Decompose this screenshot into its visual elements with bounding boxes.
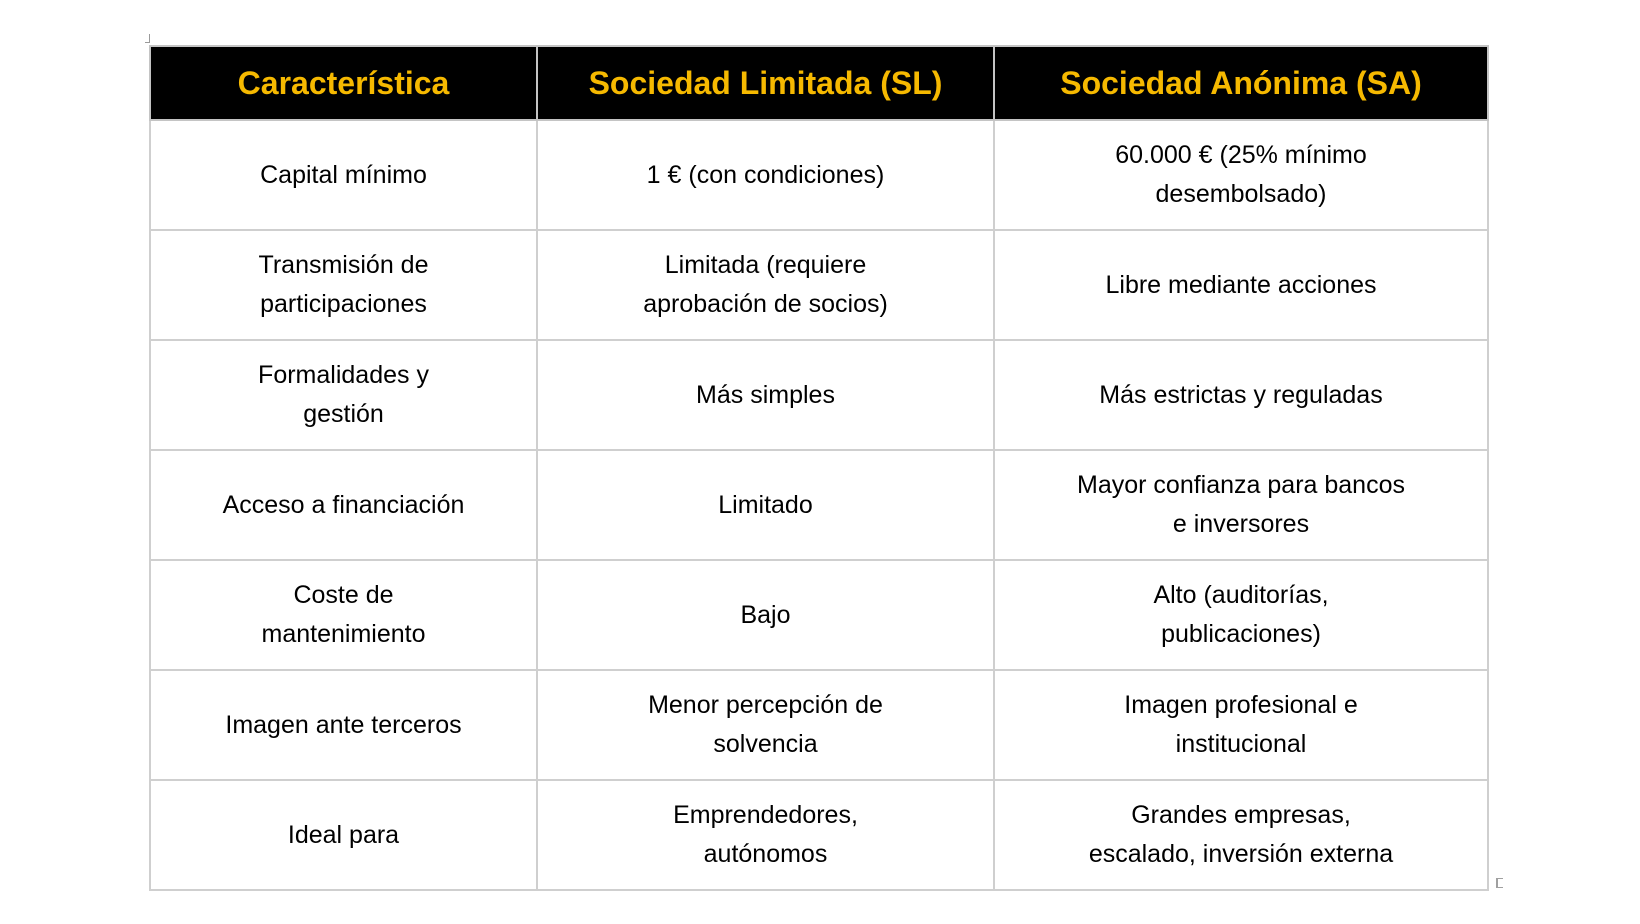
header-sa: Sociedad Anónima (SA) [994,46,1488,120]
table-body [150,120,1488,890]
header-feature: Característica [150,46,537,120]
table-header [150,46,1488,120]
crop-mark-bottom-right [1496,878,1503,888]
comparison-table [149,45,1489,891]
cell-sa: Alto (auditorías, publicaciones) [994,560,1488,670]
cell-sa: 60.000 € (25% mínimo desembolsado) [994,120,1488,230]
cell-sa: Imagen profesional e institucional [994,670,1488,780]
cell-feature: Ideal para [150,780,537,890]
cell-sl: Más simples [537,340,994,450]
table-row [150,670,1488,780]
cell-sl: Menor percepción de solvencia [537,670,994,780]
cell-sl: Bajo [537,560,994,670]
cell-sa: Mayor confianza para bancos e inversores [994,450,1488,560]
cell-feature: Imagen ante terceros [150,670,537,780]
cell-feature: Transmisión de participaciones [150,230,537,340]
cell-feature: Capital mínimo [150,120,537,230]
table-row [150,120,1488,230]
cell-feature: Formalidades y gestión [150,340,537,450]
table-row [150,560,1488,670]
table-row [150,340,1488,450]
header-row [150,46,1488,120]
cell-sl: 1 € (con condiciones) [537,120,994,230]
table-row [150,450,1488,560]
cell-sa: Grandes empresas, escalado, inversión externa [994,780,1488,890]
cell-sl: Limitada (requiere aprobación de socios) [537,230,994,340]
header-sl: Sociedad Limitada (SL) [537,46,994,120]
crop-mark-top-left [145,34,150,43]
table-row [150,780,1488,890]
cell-sl: Emprendedores, autónomos [537,780,994,890]
cell-sl: Limitado [537,450,994,560]
cell-feature: Coste de mantenimiento [150,560,537,670]
cell-feature: Acceso a financiación [150,450,537,560]
cell-sa: Libre mediante acciones [994,230,1488,340]
table-row [150,230,1488,340]
cell-sa: Más estrictas y reguladas [994,340,1488,450]
